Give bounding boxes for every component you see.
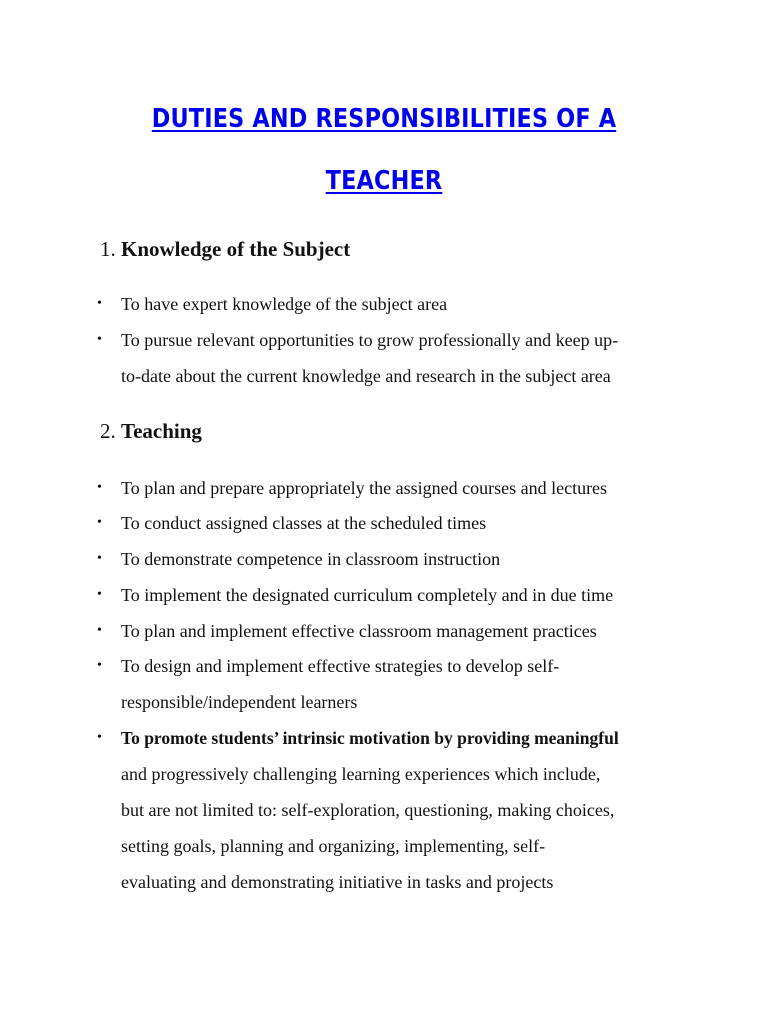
list-item-text: responsible/independent learners (121, 692, 358, 712)
list-item-text: to-date about the current knowledge and research in the subject area (121, 366, 611, 386)
list-item-text: To plan and prepare appropriately the assigned courses and lectures (121, 478, 608, 498)
list-item-text: To implement the designated curriculum completely and in due time (121, 585, 614, 605)
list-item-text: To plan and implement effective classroom management practices (121, 621, 597, 641)
list-item-text: To have expert knowledge of the subject area (121, 294, 448, 314)
bullet-icon: • (97, 658, 102, 673)
bullet-icon: • (97, 332, 102, 347)
list-item-text: but are not limited to: self-exploration, questioning, making choices, (121, 800, 615, 820)
list-item-text: evaluating and demonstrating initiative in tasks and projects (121, 872, 554, 892)
section-number: 2. (100, 419, 116, 443)
section-number: 1. (100, 237, 116, 261)
bullet-icon: • (97, 480, 102, 495)
bullet-icon: • (97, 730, 102, 745)
bullet-icon: • (97, 296, 102, 311)
bullet-icon: • (97, 515, 102, 530)
list-item-text: To design and implement effective strategies to develop self- (121, 656, 560, 676)
bullet-icon: • (97, 587, 102, 602)
list-item-text: To promote students’ intrinsic motivation by providing meaningful (121, 728, 619, 748)
document-title-line-2: TEACHER (325, 166, 443, 196)
section-title: Teaching (121, 419, 202, 443)
section-heading-knowledge (100, 237, 350, 262)
list-item-text: To conduct assigned classes at the scheduled times (121, 513, 487, 533)
list-item-text: and progressively challenging learning experiences which include, (121, 764, 601, 784)
document-title-line-1: DUTIES AND RESPONSIBILITIES OF A (151, 104, 617, 134)
list-item-text: To demonstrate competence in classroom instruction (121, 549, 501, 569)
list-item-text: To pursue relevant opportunities to grow professionally and keep up- (121, 330, 619, 350)
bullet-icon: • (97, 623, 102, 638)
list-item-text: setting goals, planning and organizing, implementing, self- (121, 836, 546, 856)
section-heading-teaching (100, 419, 202, 444)
bullet-icon: • (97, 551, 102, 566)
section-title: Knowledge of the Subject (121, 237, 351, 261)
